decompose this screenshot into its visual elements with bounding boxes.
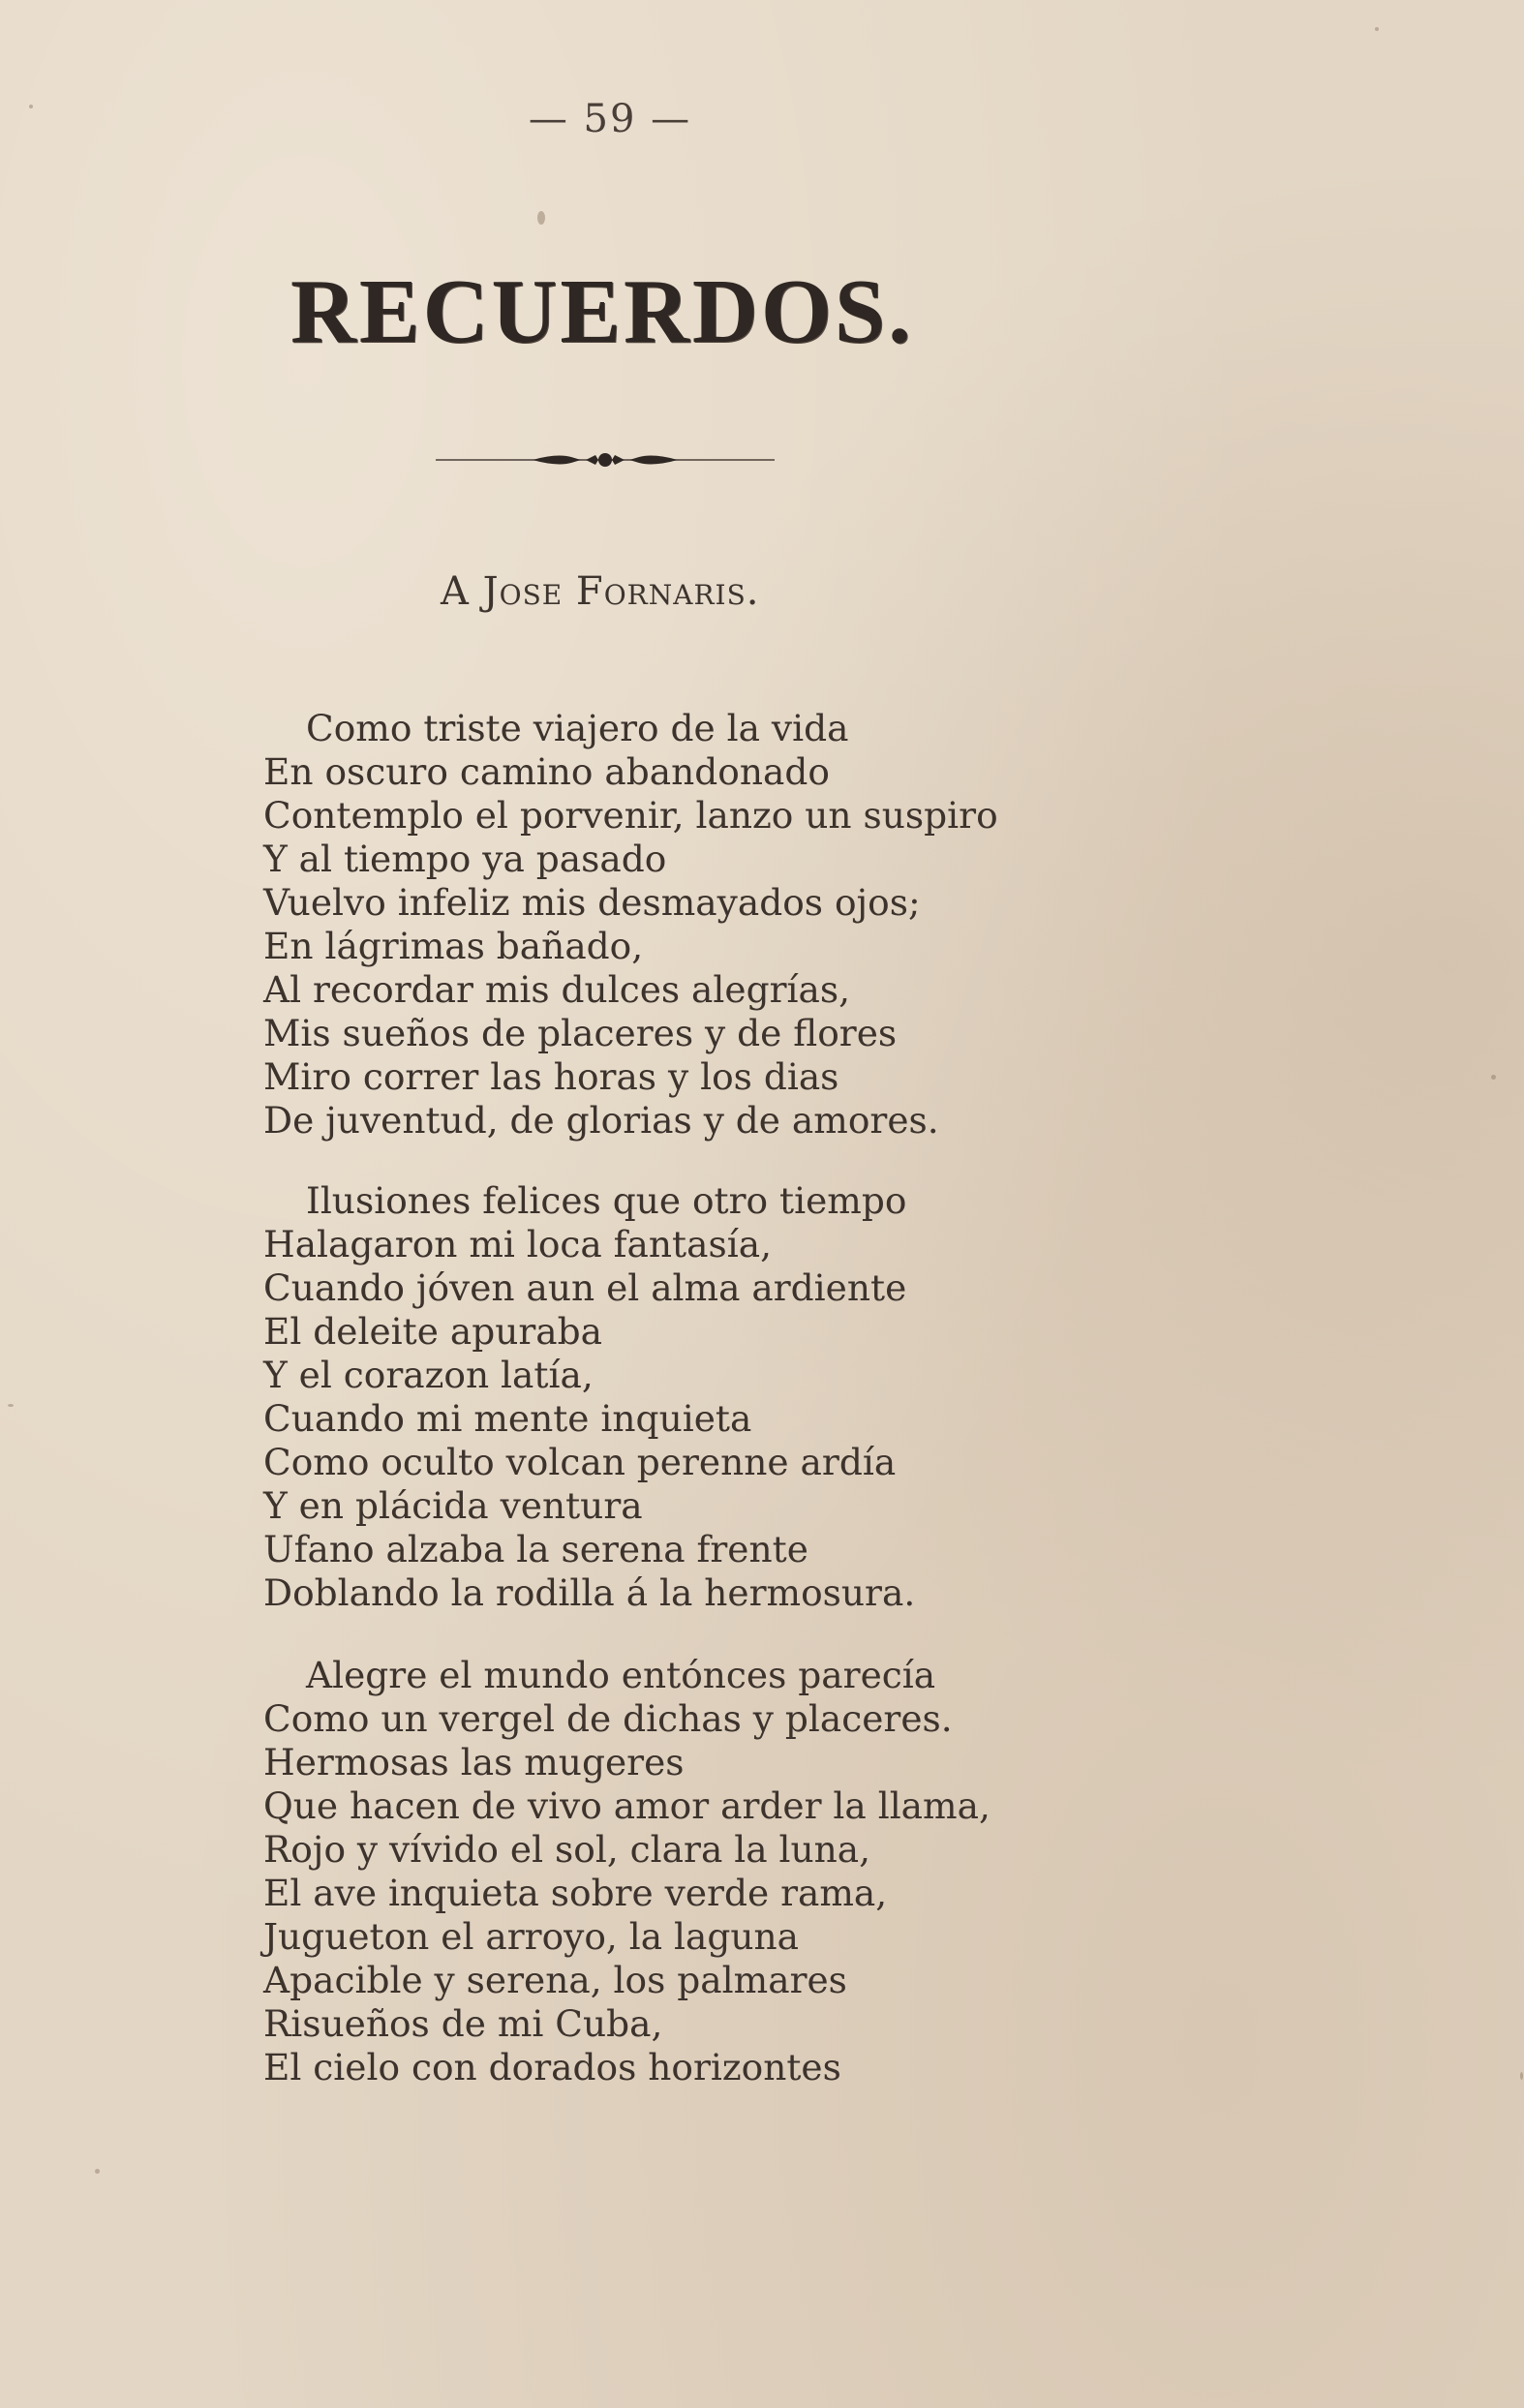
dedication-name: Jose Fornaris.	[482, 569, 760, 614]
poem-line: Apacible y serena, los palmares	[263, 1959, 847, 2001]
ornament-divider-icon	[436, 445, 775, 474]
poem-line: El deleite apuraba	[263, 1310, 603, 1353]
poem-line: Cuando mi mente inquieta	[263, 1397, 752, 1440]
poem-line: Doblando la rodilla á la hermosura.	[263, 1571, 916, 1614]
poem-line: El cielo con dorados horizontes	[263, 2046, 841, 2088]
poem-line: Y al tiempo ya pasado	[263, 838, 667, 880]
paper-speck	[537, 211, 545, 225]
stanza-1	[263, 707, 1328, 1143]
poem-line: Miro correr las horas y los dias	[263, 1055, 839, 1098]
poem-line: Y el corazon latía,	[263, 1354, 594, 1396]
poem-line: Jugueton el arroyo, la laguna	[263, 1915, 800, 1958]
poem-line: Como triste viajero de la vida	[306, 707, 849, 749]
paper-speck	[8, 1404, 14, 1407]
poem-line: Mis sueños de placeres y de flores	[263, 1012, 898, 1054]
poem-line: Hermosas las mugeres	[263, 1741, 685, 1783]
poem-line: Ufano alzaba la serena frente	[263, 1528, 808, 1570]
page-number: — 59 —	[528, 97, 692, 141]
paper-speck	[1375, 27, 1379, 31]
dedication-prefix: A	[441, 569, 483, 614]
poem-line: Risueños de mi Cuba,	[263, 2002, 663, 2045]
paper-speck	[29, 105, 33, 108]
poem-line: Vuelvo infeliz mis desmayados ojos;	[263, 881, 921, 924]
poem-line: Al recordar mis dulces alegrías,	[263, 968, 851, 1011]
poem-line: Y en plácida ventura	[263, 1484, 643, 1527]
poem-line: Ilusiones felices que otro tiempo	[306, 1179, 907, 1222]
stanza-3	[263, 1654, 1328, 2089]
poem-line: Contemplo el porvenir, lanzo un suspiro	[263, 794, 998, 837]
poem-line: Como un vergel de dichas y placeres.	[263, 1697, 953, 1740]
poem-line: Cuando jóven aun el alma ardiente	[263, 1266, 907, 1309]
paper-speck	[1520, 2072, 1523, 2080]
stanza-2	[263, 1179, 1328, 1615]
poem-line: Rojo y vívido el sol, clara la luna,	[263, 1828, 871, 1871]
paper-speck	[95, 2169, 100, 2174]
poem-title: RECUERDOS.	[290, 261, 914, 362]
poem-line: Halagaron mi loca fantasía,	[263, 1223, 772, 1265]
dedication	[441, 569, 760, 614]
poem-line: Alegre el mundo entónces parecía	[306, 1654, 936, 1696]
paper-speck	[1491, 1075, 1496, 1080]
poem-line: En oscuro camino abandonado	[263, 750, 830, 793]
poem-line: En lágrimas bañado,	[263, 925, 644, 967]
poem-line: Que hacen de vivo amor arder la llama,	[263, 1784, 991, 1827]
poem-line: De juventud, de glorias y de amores.	[263, 1099, 939, 1142]
poem-line: Como oculto volcan perenne ardía	[263, 1441, 897, 1483]
poem-line: El ave inquieta sobre verde rama,	[263, 1872, 888, 1914]
